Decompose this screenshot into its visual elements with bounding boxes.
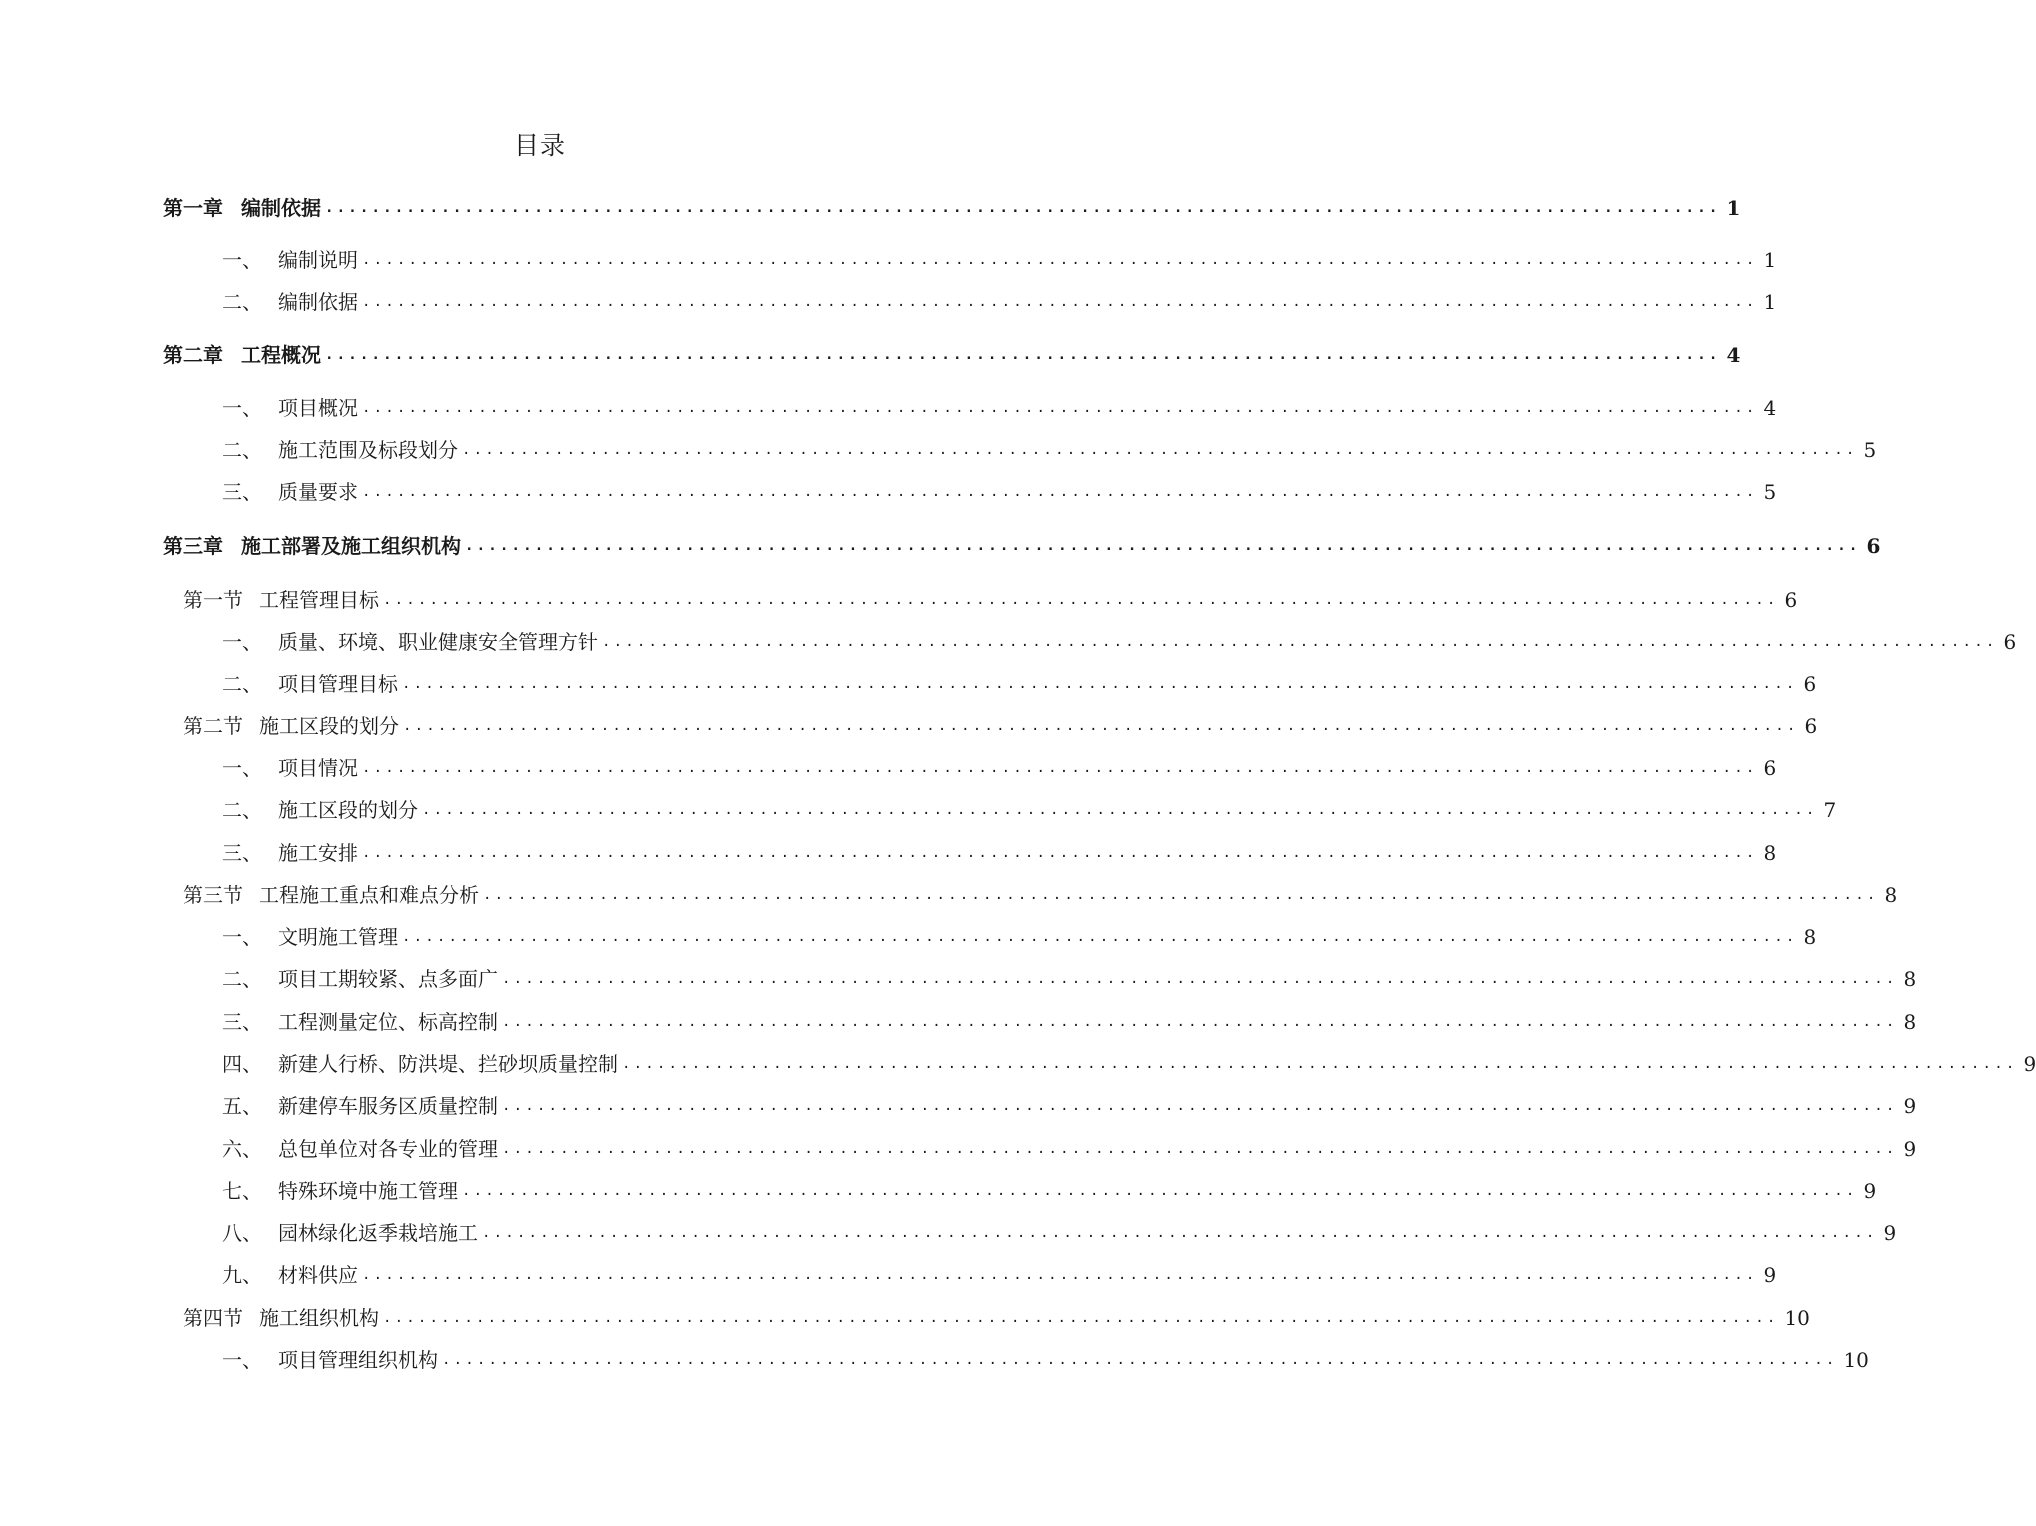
toc-item-entry[interactable] xyxy=(222,432,1877,464)
toc-entry-text: 总包单位对各专业的管理 xyxy=(278,1137,498,1161)
toc-dot-leader: ........................................................................................................................ xyxy=(362,252,1758,268)
toc-entry-text: 编制依据 xyxy=(241,196,321,220)
toc-entry-text: 项目管理组织机构 xyxy=(278,1348,438,1372)
toc-entry-page: 5 xyxy=(1763,480,1777,504)
toc-entry-page: 6 xyxy=(2003,630,2017,654)
toc-entry-text: 新建停车服务区质量控制 xyxy=(278,1094,498,1118)
toc-entry-number: 二、 xyxy=(222,290,262,314)
toc-chapter-entry[interactable] xyxy=(163,190,1741,222)
toc-item-entry[interactable] xyxy=(222,1046,2036,1078)
toc-entry-text: 项目概况 xyxy=(278,396,358,420)
toc-entry-number: 二、 xyxy=(222,672,262,696)
toc-entry-text: 编制说明 xyxy=(278,248,358,272)
toc-entry-number: 六、 xyxy=(222,1137,262,1161)
toc-entry-page: 8 xyxy=(1903,967,1917,991)
toc-entry-text: 施工安排 xyxy=(278,841,358,865)
toc-entry-text: 施工区段的划分 xyxy=(278,798,418,822)
toc-item-entry[interactable] xyxy=(222,1173,1877,1205)
toc-entry-number: 第三章 xyxy=(163,534,223,558)
toc-entry-page: 1 xyxy=(1726,196,1741,220)
toc-item-entry[interactable] xyxy=(222,666,1817,698)
toc-entry-page: 1 xyxy=(1763,248,1777,272)
toc-dot-leader: ........................................................................................................................ xyxy=(362,484,1758,500)
toc-entry-number: 二、 xyxy=(222,967,262,991)
toc-section-entry[interactable] xyxy=(183,582,1798,614)
toc-entry-number: 第三节 xyxy=(183,883,243,907)
toc-entry-number: 三、 xyxy=(222,480,262,504)
toc-entry-page: 9 xyxy=(1903,1137,1917,1161)
toc-entry-number: 七、 xyxy=(222,1179,262,1203)
toc-entry-page: 6 xyxy=(1784,588,1798,612)
toc-entry-page: 9 xyxy=(1903,1094,1917,1118)
toc-item-entry[interactable] xyxy=(222,1342,1869,1374)
toc-dot-leader: ........................................................................................................................ xyxy=(325,200,1721,216)
toc-entry-text: 工程施工重点和难点分析 xyxy=(259,883,479,907)
toc-item-entry[interactable] xyxy=(222,624,2017,656)
toc-entry-page: 4 xyxy=(1763,396,1777,420)
toc-entry-number: 一、 xyxy=(222,630,262,654)
toc-entry-number: 第一节 xyxy=(183,588,243,612)
toc-dot-leader: ........................................................................................................................ xyxy=(362,845,1758,861)
toc-entry-text: 施工部署及施工组织机构 xyxy=(241,534,461,558)
toc-entry-text: 项目管理目标 xyxy=(278,672,398,696)
toc-dot-leader: ........................................................................................................................ xyxy=(482,1225,1878,1241)
toc-entry-text: 编制依据 xyxy=(278,290,358,314)
toc-entry-number: 第二节 xyxy=(183,714,243,738)
toc-entry-text: 施工组织机构 xyxy=(259,1306,379,1330)
toc-dot-leader: ........................................................................................................................ xyxy=(442,1352,1838,1368)
toc-entry-number: 二、 xyxy=(222,798,262,822)
toc-entry-page: 7 xyxy=(1823,798,1837,822)
toc-item-entry[interactable] xyxy=(222,284,1777,316)
toc-dot-leader: ........................................................................................................................ xyxy=(462,1183,1858,1199)
toc-dot-leader: ........................................................................................................................ xyxy=(502,1014,1898,1030)
toc-dot-leader: ........................................................................................................................ xyxy=(462,442,1858,458)
toc-item-entry[interactable] xyxy=(222,1088,1917,1120)
toc-dot-leader: ........................................................................................................................ xyxy=(362,400,1758,416)
toc-item-entry[interactable] xyxy=(222,474,1777,506)
toc-entry-text: 质量、环境、职业健康安全管理方针 xyxy=(278,630,598,654)
toc-dot-leader: ........................................................................................................................ xyxy=(502,971,1898,987)
toc-entry-number: 一、 xyxy=(222,248,262,272)
toc-entry-text: 工程管理目标 xyxy=(259,588,379,612)
toc-entry-number: 三、 xyxy=(222,841,262,865)
toc-section-entry[interactable] xyxy=(183,877,1898,909)
toc-dot-leader: ........................................................................................................................ xyxy=(362,294,1758,310)
toc-dot-leader: ........................................................................................................................ xyxy=(383,1310,1779,1326)
toc-section-entry[interactable] xyxy=(183,708,1818,740)
toc-entry-page: 9 xyxy=(1763,1263,1777,1287)
toc-item-entry[interactable] xyxy=(222,961,1917,993)
toc-entry-page: 8 xyxy=(1903,1010,1917,1034)
toc-dot-leader: ........................................................................................................................ xyxy=(465,538,1861,554)
toc-entry-number: 五、 xyxy=(222,1094,262,1118)
toc-dot-leader: ........................................................................................................................ xyxy=(502,1098,1898,1114)
toc-dot-leader: ........................................................................................................................ xyxy=(402,929,1798,945)
toc-entry-page: 6 xyxy=(1866,534,1881,558)
toc-chapter-entry[interactable] xyxy=(163,528,1881,560)
toc-dot-leader: ........................................................................................................................ xyxy=(483,887,1879,903)
toc-item-entry[interactable] xyxy=(222,390,1777,422)
toc-entry-page: 9 xyxy=(1883,1221,1897,1245)
toc-entry-number: 四、 xyxy=(222,1052,262,1076)
toc-entry-page: 10 xyxy=(1784,1306,1810,1330)
toc-item-entry[interactable] xyxy=(222,1257,1777,1289)
toc-dot-leader: ........................................................................................................................ xyxy=(403,718,1799,734)
toc-entry-number: 一、 xyxy=(222,925,262,949)
toc-dot-leader: ........................................................................................................................ xyxy=(362,760,1758,776)
toc-entry-number: 一、 xyxy=(222,1348,262,1372)
toc-entry-page: 8 xyxy=(1803,925,1817,949)
toc-entry-text: 项目情况 xyxy=(278,756,358,780)
toc-entry-text: 特殊环境中施工管理 xyxy=(278,1179,458,1203)
toc-entry-number: 二、 xyxy=(222,438,262,462)
toc-entry-page: 9 xyxy=(1863,1179,1877,1203)
toc-dot-leader: ........................................................................................................................ xyxy=(602,634,1998,650)
toc-entry-page: 8 xyxy=(1884,883,1898,907)
toc-item-entry[interactable] xyxy=(222,242,1777,274)
toc-entry-text: 施工范围及标段划分 xyxy=(278,438,458,462)
toc-item-entry[interactable] xyxy=(222,919,1817,951)
toc-item-entry[interactable] xyxy=(222,835,1777,867)
toc-item-entry[interactable] xyxy=(222,1215,1897,1247)
toc-entry-number: 八、 xyxy=(222,1221,262,1245)
toc-entry-text: 项目工期较紧、点多面广 xyxy=(278,967,498,991)
toc-entry-text: 工程概况 xyxy=(241,343,321,367)
toc-dot-leader: ........................................................................................................................ xyxy=(362,1267,1758,1283)
toc-entry-text: 施工区段的划分 xyxy=(259,714,399,738)
toc-dot-leader: ........................................................................................................................ xyxy=(383,592,1779,608)
toc-entry-text: 园林绿化返季栽培施工 xyxy=(278,1221,478,1245)
toc-entry-number: 三、 xyxy=(222,1010,262,1034)
toc-item-entry[interactable] xyxy=(222,750,1777,782)
toc-title: 目录 xyxy=(513,131,566,160)
toc-entry-page: 5 xyxy=(1863,438,1877,462)
toc-entry-text: 文明施工管理 xyxy=(278,925,398,949)
toc-item-entry[interactable] xyxy=(222,1131,1917,1163)
toc-entry-number: 第四节 xyxy=(183,1306,243,1330)
toc-entry-text: 新建人行桥、防洪堤、拦砂坝质量控制 xyxy=(278,1052,618,1076)
toc-entry-number: 九、 xyxy=(222,1263,262,1287)
toc-dot-leader: ........................................................................................................................ xyxy=(622,1056,2018,1072)
toc-entry-text: 质量要求 xyxy=(278,480,358,504)
toc-entry-page: 8 xyxy=(1763,841,1777,865)
toc-entry-number: 第一章 xyxy=(163,196,223,220)
toc-section-entry[interactable] xyxy=(183,1300,1810,1332)
toc-entry-text: 材料供应 xyxy=(278,1263,358,1287)
toc-entry-page: 10 xyxy=(1843,1348,1869,1372)
toc-dot-leader: ........................................................................................................................ xyxy=(325,347,1721,363)
toc-entry-page: 9 xyxy=(2023,1052,2036,1076)
toc-entry-page: 6 xyxy=(1763,756,1777,780)
toc-chapter-entry[interactable] xyxy=(163,337,1741,369)
toc-entry-number: 第二章 xyxy=(163,343,223,367)
toc-entry-page: 6 xyxy=(1803,672,1817,696)
toc-dot-leader: ........................................................................................................................ xyxy=(402,676,1798,692)
toc-entry-text: 工程测量定位、标高控制 xyxy=(278,1010,498,1034)
toc-dot-leader: ........................................................................................................................ xyxy=(502,1141,1898,1157)
toc-dot-leader: ........................................................................................................................ xyxy=(422,802,1818,818)
toc-entry-page: 4 xyxy=(1726,343,1741,367)
toc-item-entry[interactable] xyxy=(222,792,1837,824)
toc-entry-number: 一、 xyxy=(222,396,262,420)
toc-entry-number: 一、 xyxy=(222,756,262,780)
toc-entry-page: 1 xyxy=(1763,290,1777,314)
toc-entry-page: 6 xyxy=(1804,714,1818,738)
toc-item-entry[interactable] xyxy=(222,1004,1917,1036)
